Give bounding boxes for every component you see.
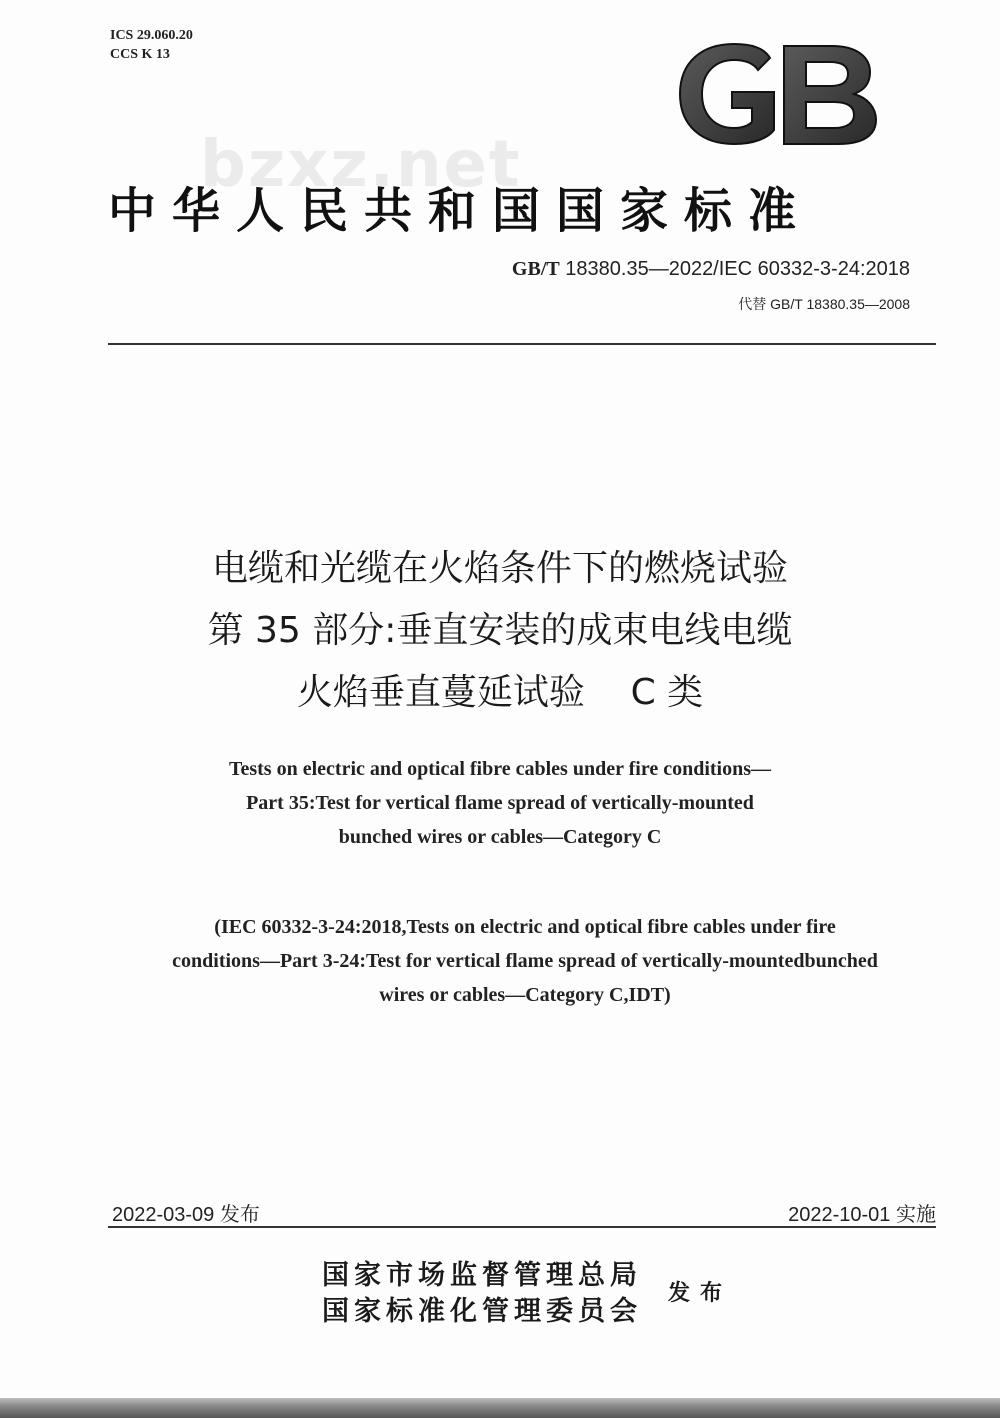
ics-code: ICS 29.060.20 (110, 28, 193, 43)
publish-label: 发布 (668, 1280, 733, 1306)
classification-codes (110, 26, 193, 64)
iec-reference-line-1: (IEC 60332-3-24:2018,Tests on electric and optical fibre cables under fire (214, 916, 836, 938)
implementation-date: 2022-10-01 实施 (788, 1204, 936, 1226)
ccs-code: CCS K 13 (110, 47, 170, 62)
issuing-authorities (322, 1258, 642, 1330)
top-divider (108, 343, 936, 345)
iec-reference-line-3: wires or cables—Category C,IDT) (379, 984, 671, 1006)
standard-number (512, 258, 910, 281)
replaces-standard: 代替 GB/T 18380.35—2008 (738, 296, 910, 312)
issuer-samr: 国家市场监督管理总局 (322, 1260, 642, 1291)
chinese-title-line-1: 电缆和光缆在火焰条件下的燃烧试验 (211, 548, 788, 589)
bottom-divider (108, 1226, 936, 1228)
issuer-sac: 国家标准化管理委员会 (322, 1296, 642, 1327)
chinese-title-line-3: 火焰垂直蔓延试验 C 类 (296, 672, 704, 713)
standard-number-prefix: GB/T (511, 258, 560, 280)
english-title-line-2: Part 35:Test for vertical flame spread of vertically-mounted (246, 792, 754, 814)
english-title-line-3: bunched wires or cables—Category C (338, 826, 662, 848)
english-title (0, 752, 1000, 854)
standard-number-value: 18380.35—2022/IEC 60332-3-24:2018 (559, 258, 910, 280)
gb-logo-text: GB (672, 40, 674, 41)
chinese-title (0, 538, 1000, 724)
national-standard-title: 中华人民共和国国家标准 (108, 183, 813, 239)
chinese-title-line-2: 第 35 部分:垂直安装的成束电线电缆 (207, 610, 793, 651)
gb-logo (672, 40, 882, 148)
english-title-line-1: Tests on electric and optical fibre cables under fire conditions— (228, 758, 772, 780)
iec-reference-line-2: conditions—Part 3-24:Test for vertical flame spread of vertically-mountedbunched (172, 950, 878, 972)
watermark: bzxz.net (200, 128, 522, 202)
iec-reference (0, 910, 1000, 1012)
issue-date: 2022-03-09 发布 (112, 1204, 260, 1226)
scan-edge (0, 1398, 1000, 1418)
